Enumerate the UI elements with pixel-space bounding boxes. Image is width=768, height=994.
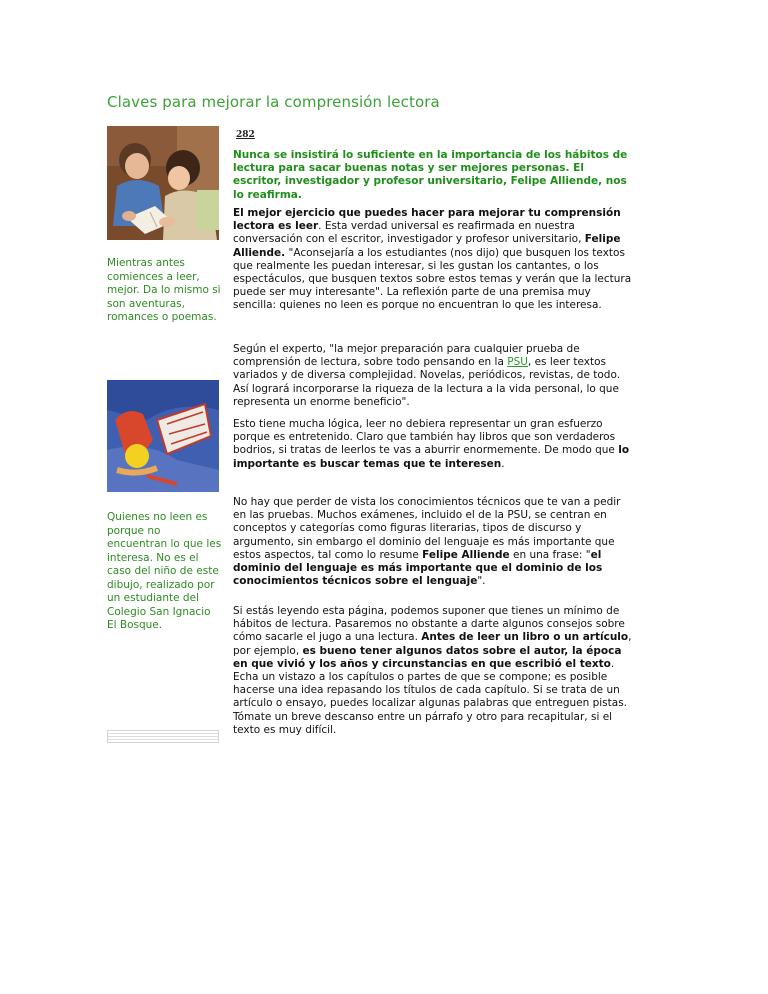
p4-bold-1: Felipe Alliende [422,548,510,561]
paragraph-5 [233,605,633,737]
p1-text-1: . Esta verdad universal es reafirmada en nuestra conversación con el escritor, investigador y profesor universitario, [233,220,585,246]
p3-text-2: . [501,457,505,470]
lead-paragraph-block [233,149,633,202]
paragraph-5-block [233,605,633,737]
children-reading-photo [107,126,219,240]
paragraph-4-block [233,496,633,588]
paragraph-3-block [233,418,633,471]
p3-bold-1: lo importante es buscar temas que te interesen [233,444,630,470]
p1-text-2: "Aconsejaría a los estudiantes (nos dijo) que busquen los textos que realmente les puedan interesar, si les gustan los cantantes, o los espectáculos, que busquen textos sobre estos temas y verán que la lectura puede ser muy interesante". La reflexión parte de una premisa muy sencilla: quienes no leen es porque no encuentran lo que les interesa. [233,246,632,312]
p4-text-3: ". [477,575,486,588]
child-drawing-image [107,380,219,492]
paragraph-3 [233,418,633,471]
page-title: Claves para mejorar la comprensión lectora [107,93,440,111]
photo-caption: Mientras antes comiences a leer, mejor. Da lo mismo si son aventuras, romances o poemas. [107,257,221,323]
paragraph-4 [233,496,633,588]
p3-text-1: Esto tiene mucha lógica, leer no debiera representar un gran esfuerzo porque es entretenido. Claro que también hay libros que son verdaderos bodrios, si tratas de leerlos te vas a aburrir enormemente. De modo que [233,418,619,457]
p5-text-1: Si estás leyendo esta página, podemos suponer que tienes un mínimo de hábitos de lectura. Pasaremos no obstante a darte algunos consejos sobre cómo sacarle el jugo a una lectura. [233,605,625,644]
p2-text-1: Según el experto, "la mejor preparación para cualquier prueba de comprensión de lectura, sobre todo pensando en la [233,343,580,369]
p1-bold-1: El mejor ejercicio que puedes hacer para mejorar tu comprensión lectora es leer [233,207,621,233]
child-drawing [107,380,219,492]
paragraph-2-block [233,343,633,409]
p4-text-1: No hay que perder de vista los conocimientos técnicos que te van a pedir en las pruebas. Muchos exámenes, incluido el de la PSU, se centran en conceptos y categorías como figuras literarias, tipos de discurso y argumento, sin embargo el dominio del lenguaje es más importante que estos aspectos, tal como lo resume [233,496,621,561]
decorative-rule-box [107,730,219,743]
p5-text-3: . Echa un vistazo a los capítulos o partes de que se compone; es posible hacerse una idea repasando los títulos de cada capítulo. Si se trata de un artículo o ensayo, puedes localizar algunas palabras que entreguen pistas. Tómate un breve descanso entre un párrafo y otro para recapitular, si el texto es muy difícil. [233,657,628,736]
drawing-caption: Quienes no leen es porque no encuentran lo que les interesa. No es el caso del niño de este dibujo, realizado por un estudiante del Colegio San Ignacio El Bosque. [107,511,222,631]
p5-bold-1: Antes de leer un libro o un artículo [421,631,629,644]
paragraph-2 [233,343,633,409]
p5-text-2: , por ejemplo, [233,631,632,657]
p5-bold-2: es bueno tener algunos datos sobre el autor, la época en que vivió y los años y circunstancias en que escribió el texto [233,644,622,670]
paragraph-1 [233,207,633,313]
children-reading-image [107,126,219,240]
page-number: 282 [236,130,255,140]
p2-text-2: , es leer textos variados y de diversa complejidad. Novelas, periódicos, revistas, de todo. Así logrará incorporarse la riqueza de la lectura a la vida personal, lo que representa un enorme beneficio". [233,356,621,408]
psu-link[interactable]: PSU [507,356,528,369]
p4-bold-2: el dominio del lenguaje es más importante que el dominio de los conocimientos técnicos sobre el lenguaje [233,548,603,588]
p1-bold-2: Felipe Alliende. [233,233,621,259]
lead-paragraph: Nunca se insistirá lo suficiente en la importancia de los hábitos de lectura para sacar buenas notas y ser mejores personas. El escritor, investigador y profesor universitario, Felipe Alliende, nos lo reafirma. [233,149,628,201]
p4-text-2: en una frase: " [509,548,591,561]
paragraph-1-block [233,207,633,313]
